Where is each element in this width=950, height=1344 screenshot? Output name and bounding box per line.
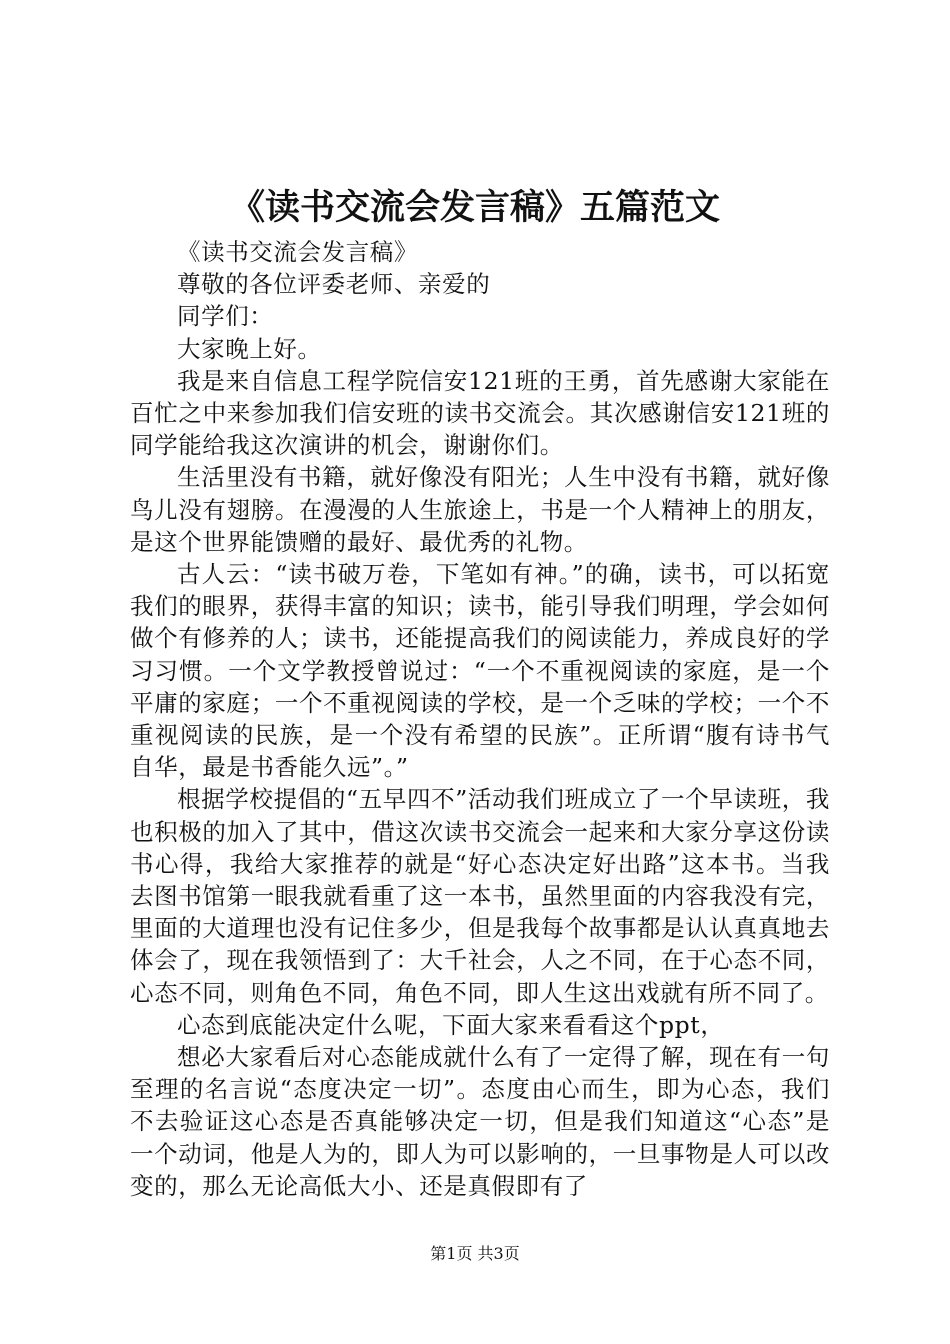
paragraph-ppt: 心态到底能决定什么呢，下面大家来看看这个ppt，	[177, 1010, 725, 1039]
document-title: 《读书交流会发言稿》五篇范文	[229, 187, 720, 228]
page-footer: 第1页 共3页	[430, 1244, 520, 1263]
paragraph-ancient-saying: 古人云：“读书破万卷，下笔如有神。”的确，读书，可以拓宽我们的眼界，获得丰富的知识；读书，能引导我们明理，学会如何做个有修养的人；读书，还能提高我们的阅读能力，养成良好的学习习惯。一个文学教授曾说过：“一个不重视阅读的家庭，是一个平庸的家庭；一个不重视阅读的学校，是一个乏味的学校；一个不重视阅读的民族，是一个没有希望的民族”。正所谓“腹有诗书气自华，最是书香能久远”。”	[130, 560, 830, 782]
paragraph-salutation: 尊敬的各位评委老师、亲爱的	[177, 270, 491, 299]
paragraph-recommendation: 根据学校提倡的“五早四不”活动我们班成立了一个早读班，我也积极的加入了其中，借这次读书交流会一起来和大家分享这份读书心得，我给大家推荐的就是“好心态决定好出路”这本书。当我去图书馆第一眼我就看重了这一本书，虽然里面的内容我没有完，里面的大道理也没有记住多少，但是我每个故事都是认认真真地去体会了，现在我领悟到了：大千社会，人之不同，在于心态不同，心态不同，则角色不同，角色不同，即人生这出戏就有所不同了。	[130, 785, 830, 1007]
paragraph-attitude: 想必大家看后对心态能成就什么有了一定得了解，现在有一句至理的名言说“态度决定一切”。态度由心而生，即为心态，我们不去验证这心态是否真能够决定一切，但是我们知道这“心态”是一个动词，他是人为的，即人为可以影响的，一旦事物是人可以改变的，那么无论高低大小、还是真假即有了	[130, 1043, 830, 1200]
paragraph-salutation-cont: 同学们：	[177, 302, 274, 331]
paragraph-intro: 我是来自信息工程学院信安121班的王勇，首先感谢大家能在百忙之中来参加我们信安班的读书交流会。其次感谢信安121班的同学能给我这次演讲的机会，谢谢你们。	[130, 366, 830, 460]
paragraph-books-life: 生活里没有书籍，就好像没有阳光；人生中没有书籍，就好像鸟儿没有翅膀。在漫漫的人生旅途上，书是一个人精神上的朋友，是这个世界能馈赠的最好、最优秀的礼物。	[130, 463, 830, 556]
document-body	[130, 236, 830, 1202]
paragraph-heading: 《读书交流会发言稿》	[177, 238, 418, 266]
paragraph-greeting: 大家晚上好。	[177, 334, 322, 363]
